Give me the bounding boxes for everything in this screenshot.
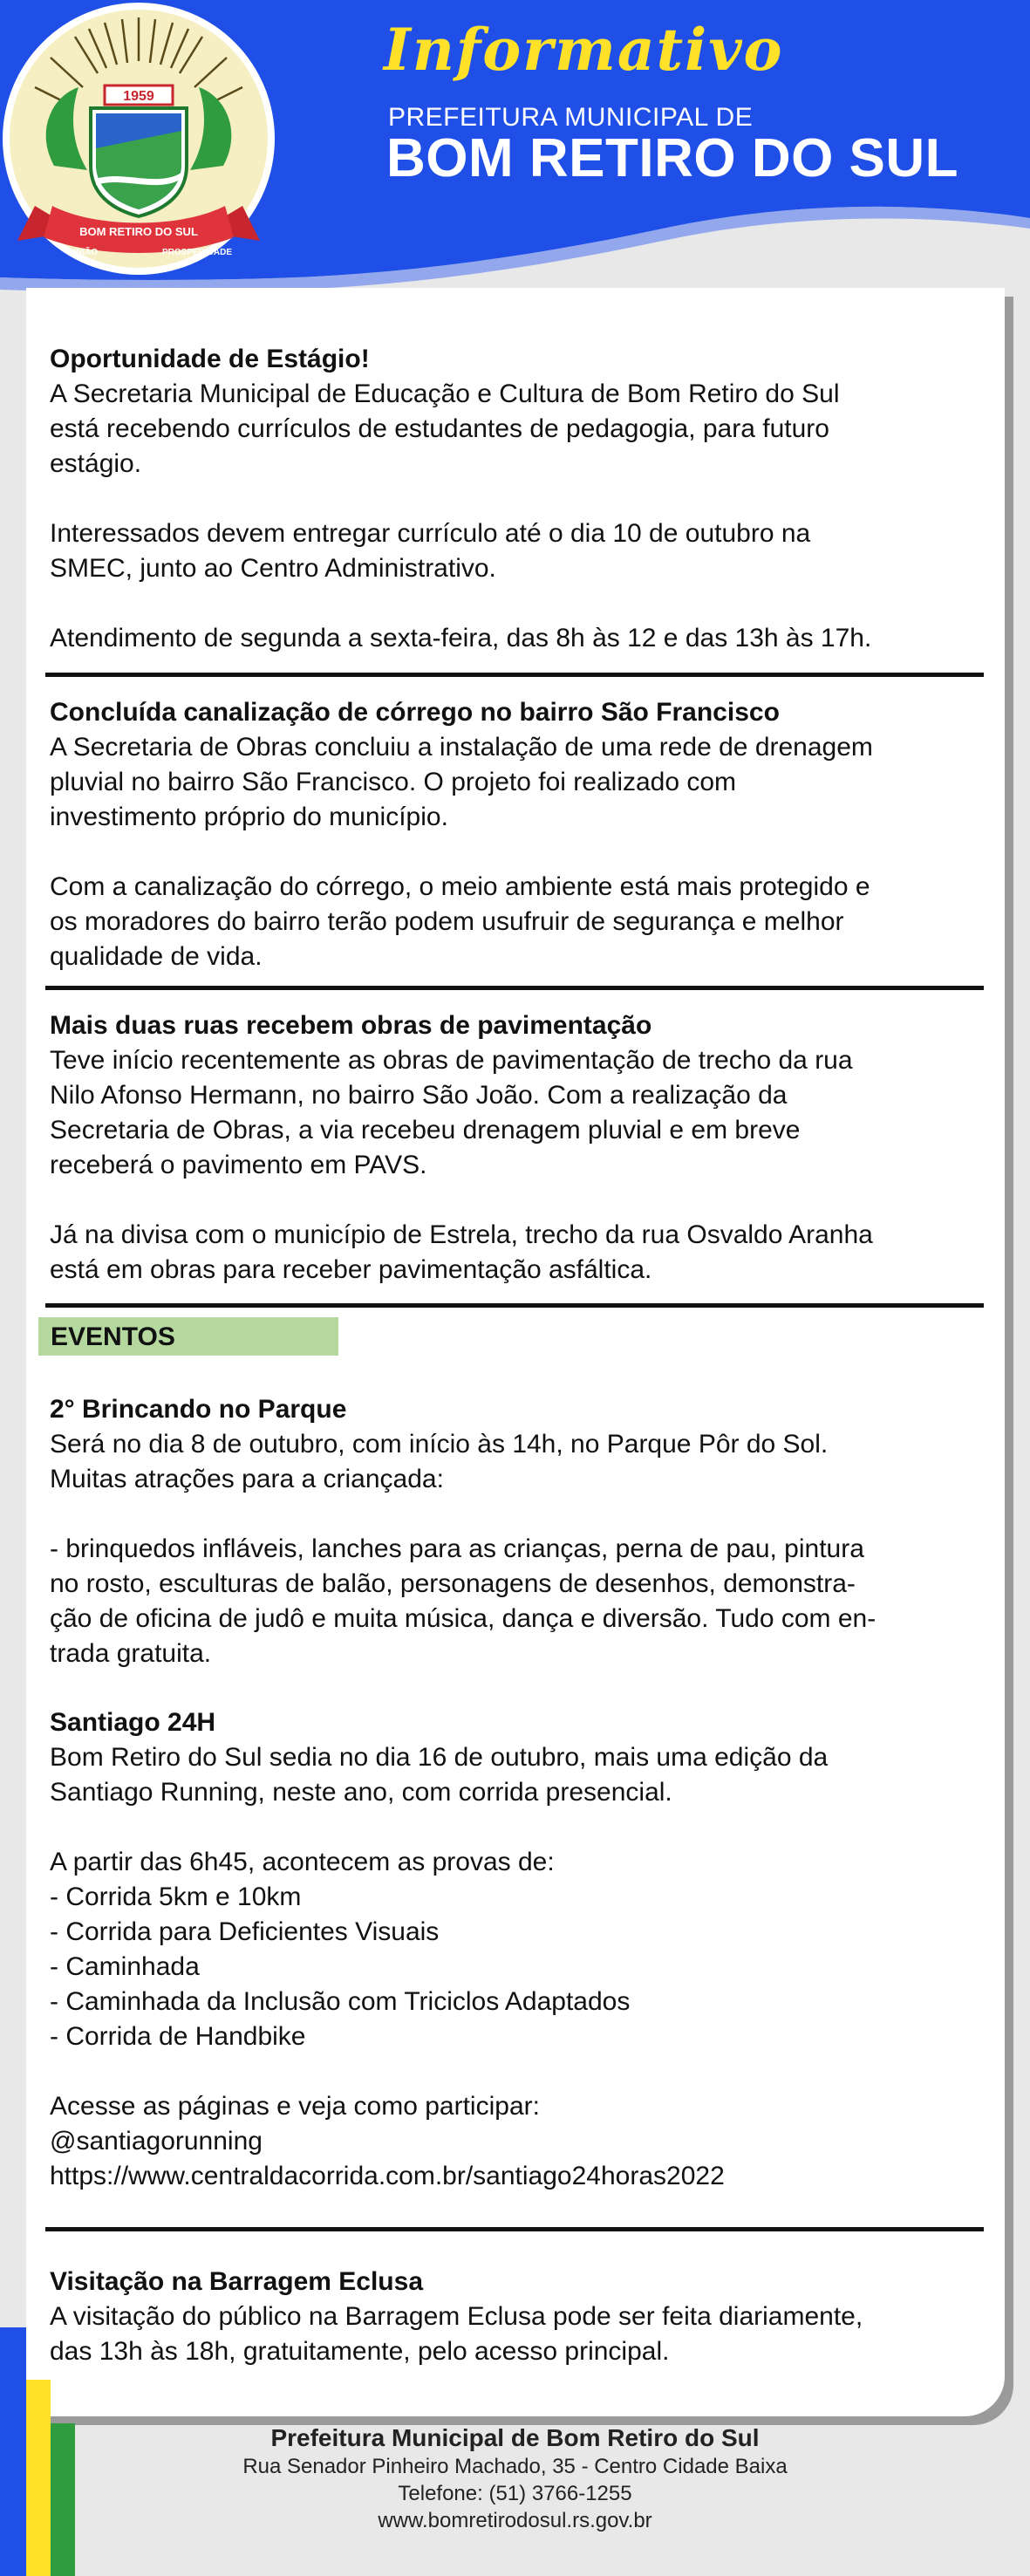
- text-line: das 13h às 18h, gratuitamente, pelo acesso principal.: [50, 2337, 670, 2366]
- section-pavimentacao: [50, 1008, 974, 1288]
- footer-address: Rua Senador Pinheiro Machado, 35 - Centro Cidade Baixa: [242, 2455, 788, 2478]
- text-line: - brinquedos infláveis, lanches para as crianças, perna de pau, pintura: [50, 1534, 864, 1563]
- list-item: - Corrida de Handbike: [50, 2022, 306, 2051]
- footer: [0, 2423, 1030, 2534]
- text-line: Será no dia 8 de outubro, com início às 14h, no Parque Pôr do Sol.: [50, 1430, 829, 1459]
- text-line: Já na divisa com o município de Estrela, trecho da rua Osvaldo Aranha: [50, 1220, 873, 1249]
- text-line: investimento próprio do município.: [50, 803, 448, 831]
- seal-motto-left: UNIÃO: [69, 248, 99, 257]
- text-line: no rosto, esculturas de balão, personagens de desenhos, demonstra-: [50, 1569, 856, 1598]
- divider: [45, 986, 984, 990]
- prefeitura-label: PREFEITURA MUNICIPAL DE: [388, 103, 754, 132]
- section-canalizacao: [50, 695, 974, 974]
- list-item: - Corrida para Deficientes Visuais: [50, 1917, 440, 1946]
- section-estagio: [50, 342, 974, 656]
- seal-year: 1959: [123, 89, 154, 104]
- text-line: está em obras para receber pavimentação asfáltica.: [50, 1255, 652, 1284]
- text-line: receberá o pavimento em PAVS.: [50, 1151, 427, 1179]
- divider: [45, 2227, 984, 2231]
- registration-url-link[interactable]: https://www.centraldacorrida.com.br/santiago24horas2022: [50, 2162, 725, 2190]
- text-line: Santiago Running, neste ano, com corrida presencial.: [50, 1778, 672, 1807]
- text-line: Atendimento de segunda a sexta-feira, das 8h às 12 e das 13h às 17h.: [50, 624, 872, 653]
- text-line: está recebendo currículos de estudantes de pedagogia, para futuro: [50, 414, 829, 443]
- text-line: ção de oficina de judô e muita música, dança e diversão. Tudo com en-: [50, 1604, 877, 1633]
- text-line: Teve início recentemente as obras de pavimentação de trecho da rua: [50, 1046, 853, 1075]
- header-banner: [0, 0, 1030, 314]
- footer-phone: Telefone: (51) 3766-1255: [398, 2482, 632, 2505]
- divider: [45, 673, 984, 677]
- text-line: Nilo Afonso Hermann, no bairro São João. Com a realização da: [50, 1081, 788, 1110]
- text-line: os moradores do bairro terão podem usufruir de segurança e melhor: [50, 907, 844, 936]
- footer-website-link[interactable]: www.bomretirodosul.rs.gov.br: [378, 2509, 652, 2532]
- event-title: 2° Brincando no Parque: [50, 1395, 347, 1424]
- text-line: qualidade de vida.: [50, 942, 263, 971]
- section-title: Oportunidade de Estágio!: [50, 345, 370, 373]
- list-item: - Caminhada: [50, 1952, 200, 1981]
- text-line: A Secretaria de Obras concluiu a instalação de uma rede de drenagem: [50, 733, 873, 762]
- text-line: Com a canalização do córrego, o meio ambiente está mais protegido e: [50, 872, 870, 901]
- text-line: trada gratuita.: [50, 1639, 212, 1668]
- instagram-handle-link[interactable]: @santiagorunning: [50, 2127, 263, 2156]
- text-line: A partir das 6h45, acontecem as provas de:: [50, 1848, 555, 1876]
- list-item: - Caminhada da Inclusão com Triciclos Adaptados: [50, 1987, 631, 2016]
- event-santiago-24h: [50, 1705, 974, 2194]
- text-line: Muitas atrações para a criançada:: [50, 1465, 444, 1493]
- seal-motto-right: PROSPERIDADE: [161, 248, 233, 257]
- text-line: Acesse as páginas e veja como participar:: [50, 2092, 540, 2121]
- event-brincando-no-parque: [50, 1392, 974, 1671]
- text-line: pluvial no bairro São Francisco. O projeto foi realizado com: [50, 768, 737, 796]
- text-line: A Secretaria Municipal de Educação e Cultura de Bom Retiro do Sul: [50, 379, 840, 408]
- section-title: Visitação na Barragem Eclusa: [50, 2267, 423, 2296]
- eventos-label: EVENTOS: [38, 1317, 338, 1356]
- seal-ribbon-text: BOM RETIRO DO SUL: [79, 225, 198, 238]
- text-line: Secretaria de Obras, a via recebeu drenagem pluvial e em breve: [50, 1116, 801, 1145]
- text-line: A visitação do público na Barragem Eclusa pode ser feita diariamente,: [50, 2302, 863, 2331]
- informativo-title: Informativo: [384, 16, 784, 84]
- list-item: - Corrida 5km e 10km: [50, 1882, 302, 1911]
- city-title: BOM RETIRO DO SUL: [386, 128, 959, 188]
- section-barragem-eclusa: [50, 2265, 974, 2369]
- divider: [45, 1303, 984, 1308]
- footer-org-name: Prefeitura Municipal de Bom Retiro do Sul: [270, 2424, 760, 2451]
- text-line: Interessados devem entregar currículo até o dia 10 de outubro na: [50, 519, 811, 548]
- municipal-seal-logo: [0, 0, 277, 277]
- section-title: Concluída canalização de córrego no bairro São Francisco: [50, 698, 780, 727]
- text-line: SMEC, junto ao Centro Administrativo.: [50, 554, 496, 583]
- section-title: Mais duas ruas recebem obras de pavimentação: [50, 1011, 652, 1040]
- text-line: Bom Retiro do Sul sedia no dia 16 de outubro, mais uma edição da: [50, 1743, 829, 1772]
- event-title: Santiago 24H: [50, 1708, 216, 1737]
- text-line: estágio.: [50, 449, 142, 478]
